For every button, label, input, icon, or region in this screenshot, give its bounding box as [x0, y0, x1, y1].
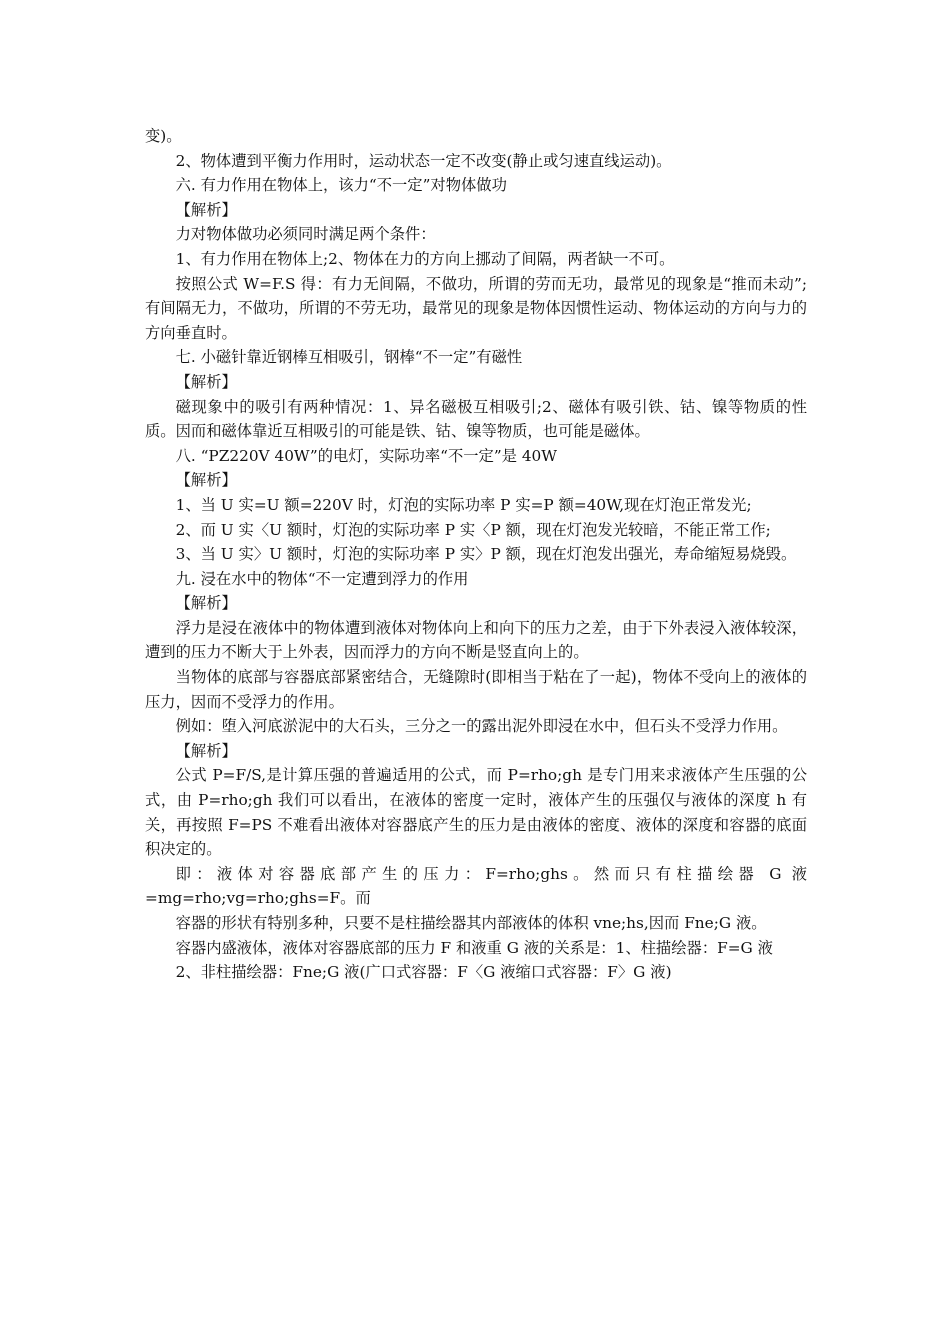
document-body: [145, 124, 807, 985]
paragraph: 1、有力作用在物体上;2、物体在力的方向上挪动了间隔，两者缺一不可。: [175, 249, 675, 268]
analysis-label: 【解析】: [175, 594, 237, 613]
section-heading-6: 六. 有力作用在物体上，该力“不一定”对物体做功: [175, 176, 507, 195]
paragraph: 2、物体遭到平衡力作用时，运动状态一定不改变(静止或匀速直线运动)。: [175, 151, 672, 170]
paragraph: 2、非柱描绘器：Fne;G 液(广口式容器：F〈G 液缩口式容器：F〉G 液): [175, 963, 672, 982]
analysis-label: 【解析】: [175, 372, 237, 391]
paragraph-continuation: 变)。: [145, 127, 182, 145]
paragraph: 当物体的底部与容器底部紧密结合，无缝隙时(即相当于粘在了一起)，物体不受向上的液体的压力，因而不受浮力的作用。: [145, 668, 807, 711]
section-heading-8: 八. “PZ220V 40W”的电灯，实际功率“不一定”是 40W: [175, 446, 558, 465]
paragraph: 容器的形状有特别多种，只要不是柱描绘器其内部液体的体积 vne;hs,因而 Fne;G 液。: [175, 914, 767, 932]
paragraph: 3、当 U 实〉U 额时，灯泡的实际功率 P 实〉P 额，现在灯泡发出强光，寿命缩短易烧毁。: [175, 545, 797, 564]
paragraph: 力对物体做功必须同时满足两个条件：: [175, 225, 436, 244]
paragraph: 容器内盛液体，液体对容器底部的压力 F 和液重 G 液的关系是：1、柱描绘器：F=G 液: [175, 938, 773, 957]
paragraph: 即：液体对容器底部产生的压力：F=rho;ghs。然而只有柱描绘器 G 液=mg=rho;vg=rho;ghs=F。而: [145, 864, 807, 908]
paragraph: 1、当 U 实=U 额=220V 时，灯泡的实际功率 P 实=P 额=40W,现在灯泡正常发光;: [175, 495, 752, 514]
analysis-label: 【解析】: [175, 741, 237, 760]
paragraph: 2、而 U 实〈U 额时，灯泡的实际功率 P 实〈P 额，现在灯泡发光较暗，不能正常工作;: [175, 520, 771, 539]
paragraph: 公式 P=F/S,是计算压强的普遍适用的公式，而 P=rho;gh 是专门用来求液体产生压强的公式，由 P=rho;gh 我们可以看出，在液体的密度一定时，液体产生的压强仅与液体的深度 h 有关，再按照 F=PS 不难看出液体对容器底产生的压力是由液体的密度、液体的深度和容器的底面积决定的。: [145, 766, 807, 859]
section-heading-7: 七. 小磁针靠近钢棒互相吸引，钢棒“不一定”有磁性: [175, 348, 523, 367]
paragraph: 按照公式 W=F.S 得：有力无间隔，不做功，所谓的劳而无功，最常见的现象是“推而未动”;有间隔无力，不做功，所谓的不劳无功，最常见的现象是物体因惯性运动、物体运动的方向与力的方向垂直时。: [145, 274, 807, 342]
section-heading-9: 九. 浸在水中的物体“不一定遭到浮力的作用: [175, 569, 469, 588]
paragraph: 磁现象中的吸引有两种情况：1、异名磁极互相吸引;2、磁体有吸引铁、钴、镍等物质的性质。因而和磁体靠近互相吸引的可能是铁、钴、镍等物质，也可能是磁体。: [145, 397, 807, 441]
paragraph: 例如：堕入河底淤泥中的大石头，三分之一的露出泥外即浸在水中，但石头不受浮力作用。: [175, 717, 788, 736]
analysis-label: 【解析】: [175, 200, 237, 219]
analysis-label: 【解析】: [175, 471, 237, 490]
paragraph: 浮力是浸在液体中的物体遭到液体对物体向上和向下的压力之差，由于下外表浸入液体较深，遭到的压力不断大于上外表，因而浮力的方向不断是竖直向上的。: [145, 618, 807, 662]
